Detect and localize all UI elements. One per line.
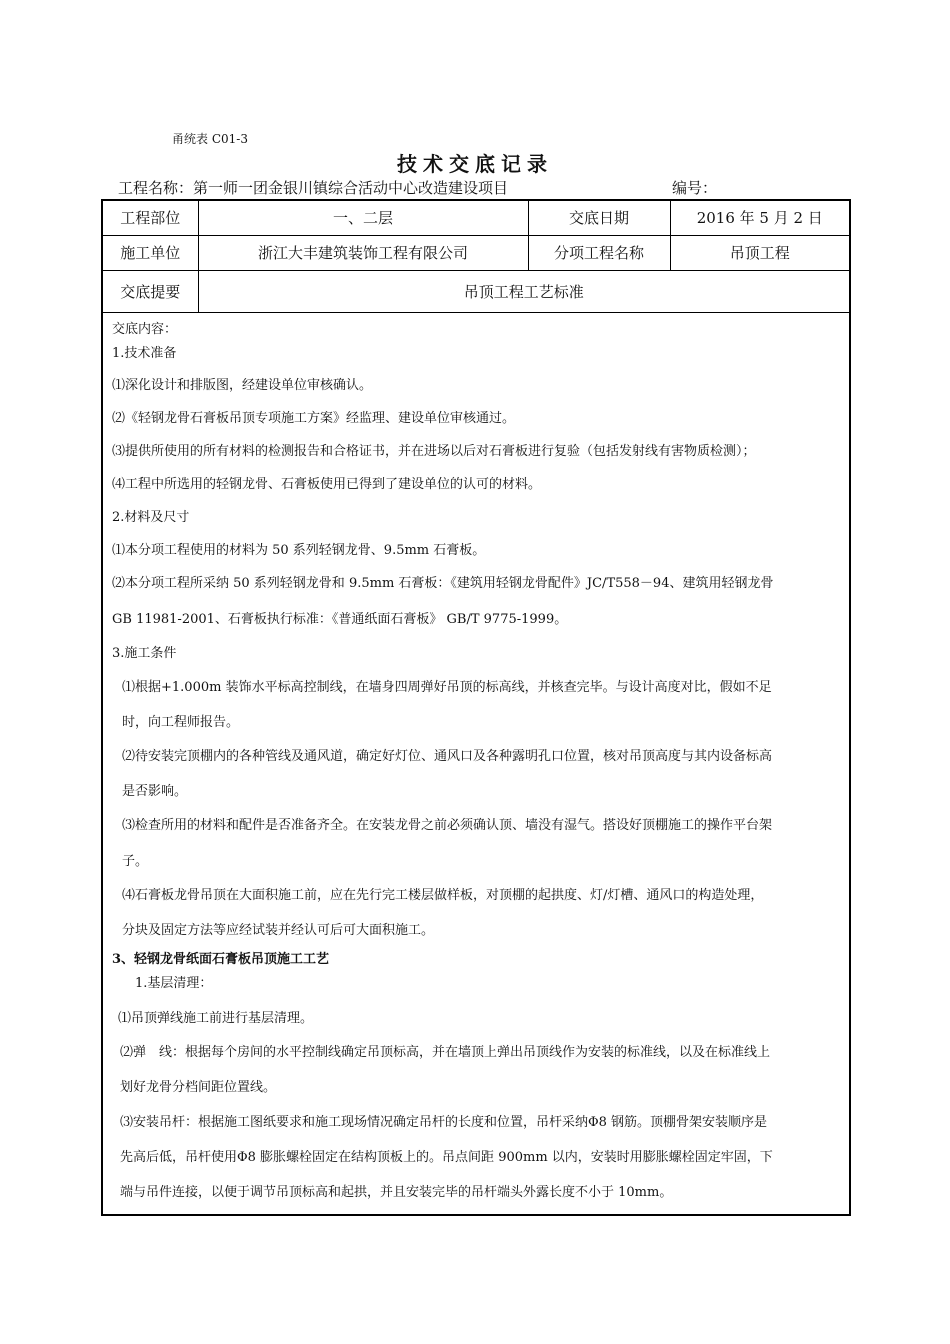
content-line: 3.施工条件 bbox=[112, 646, 177, 661]
content-line: ⑷石膏板龙骨吊顶在大面积施工前，应在先行完工楼层做样板，对顶棚的起拱度、灯/灯槽、通风口的构造处理， bbox=[122, 888, 764, 903]
page-title: 技术交底记录 bbox=[397, 152, 553, 176]
content-line: ⑷工程中所选用的轻钢龙骨、石膏板使用已得到了建设单位的认可的材料。 bbox=[112, 477, 542, 492]
content-line: ⑵弹 线：根据每个房间的水平控制线确定吊顶标高，并在墙顶上弹出吊顶线作为安装的标准线，以及在标准线上 bbox=[120, 1045, 771, 1060]
content-line: 端与吊件连接，以便于调节吊顶标高和起拱，并且安装完毕的吊杆端头外露长度不小于 10mm。 bbox=[120, 1185, 673, 1200]
content-line: ⑴根据+1.000m 装饰水平标高控制线，在墙身四周弹好吊顶的标高线，并核查完毕。与设计高度对比，假如不足 bbox=[122, 680, 772, 695]
content-line: ⑴吊顶弹线施工前进行基层清理。 bbox=[118, 1011, 314, 1026]
content-line: ⑶提供所使用的所有材料的检测报告和合格证书，并在进场以后对石膏板进行复验（包括发射线有害物质检测）； bbox=[112, 444, 756, 459]
content-line: 是否影响。 bbox=[122, 784, 188, 799]
contractor-value: 浙江大丰建筑装饰工程有限公司 bbox=[198, 235, 528, 270]
content-line: 1.基层清理： bbox=[135, 976, 213, 991]
date-value: 2016 年 5 月 2 日 bbox=[670, 200, 850, 235]
contractor-label: 施工单位 bbox=[102, 235, 198, 270]
content-line: ⑶检查所用的材料和配件是否准备齐全。在安装龙骨之前必须确认顶、墙没有湿气。搭设好顶棚施工的操作平台架 bbox=[122, 818, 773, 833]
content-box bbox=[101, 312, 851, 1216]
content-line: GB 11981-2001、石膏板执行标准：《普通纸面石膏板》 GB/T 9775-1999。 bbox=[112, 612, 568, 627]
content-line: 交底内容： bbox=[112, 322, 178, 337]
project-name: 工程名称：第一师一团金银川镇综合活动中心改造建设项目 bbox=[118, 179, 509, 197]
project-number-label: 编号： bbox=[672, 179, 718, 197]
form-code: 甬统表 C01-3 bbox=[172, 132, 248, 146]
content-line: ⑶安装吊杆：根据施工图纸要求和施工现场情况确定吊杆的长度和位置，吊杆采纳Φ8 钢筋。顶棚骨架安装顺序是 bbox=[120, 1115, 768, 1130]
content-line: ⑵待安装完顶棚内的各种管线及通风道，确定好灯位、通风口及各种露明孔口位置，核对吊顶高度与其内设备标高 bbox=[122, 749, 773, 764]
subproject-label: 分项工程名称 bbox=[528, 235, 670, 270]
summary-label: 交底提要 bbox=[102, 270, 198, 312]
content-line: ⑴本分项工程使用的材料为 50 系列轻钢龙骨、9.5mm 石膏板。 bbox=[112, 543, 486, 558]
content-line: 分块及固定方法等应经试装并经认可后可大面积施工。 bbox=[122, 923, 435, 938]
content-line: 1.技术准备 bbox=[112, 346, 177, 361]
content-line: ⑵《轻钢龙骨石膏板吊顶专项施工方案》经监理、建设单位审核通过。 bbox=[112, 411, 516, 426]
content-line: 时，向工程师报告。 bbox=[122, 715, 240, 730]
location-value: 一、二层 bbox=[198, 200, 528, 235]
content-line: 划好龙骨分档间距位置线。 bbox=[120, 1080, 277, 1095]
content-line: ⑴深化设计和排版图，经建设单位审核确认。 bbox=[112, 378, 373, 393]
content-line: 2.材料及尺寸 bbox=[112, 510, 190, 525]
header-table bbox=[101, 199, 851, 313]
content-line: ⑵本分项工程所采纳 50 系列轻钢龙骨和 9.5mm 石膏板：《建筑用轻钢龙骨配件》JC/T558－94、建筑用轻钢龙骨 bbox=[112, 576, 774, 591]
summary-value: 吊顶工程工艺标准 bbox=[198, 270, 850, 312]
date-label: 交底日期 bbox=[528, 200, 670, 235]
content-line: 子。 bbox=[122, 854, 149, 869]
section-heading: 3、轻钢龙骨纸面石膏板吊顶施工工艺 bbox=[112, 952, 330, 967]
location-label: 工程部位 bbox=[102, 200, 198, 235]
content-line: 先高后低，吊杆使用Φ8 膨胀螺栓固定在结构顶板上的。吊点间距 900mm 以内，安装时用膨胀螺栓固定牢固，下 bbox=[120, 1150, 773, 1165]
subproject-value: 吊顶工程 bbox=[670, 235, 850, 270]
